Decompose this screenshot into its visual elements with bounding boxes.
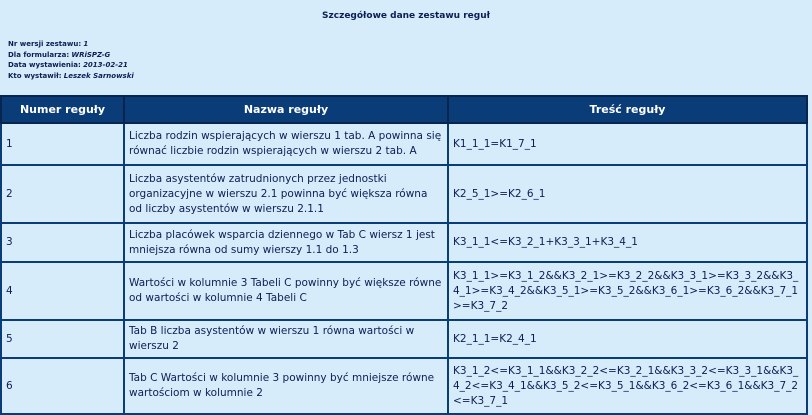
rule-name: Liczba rodzin wspierających w wierszu 1 tab. A powinna się równać liczbie rodzin wspierających w wierszu 2 tab. A: [124, 123, 448, 165]
column-header-name: Nazwa reguły: [124, 96, 448, 123]
rules-table: [0, 95, 808, 415]
meta-author-value: Leszek Sarnowski: [63, 71, 134, 80]
meta-version-label: Nr wersji zestawu:: [8, 40, 82, 48]
rule-number: 6: [1, 358, 124, 414]
rule-content: K1_1_1=K1_7_1: [448, 123, 807, 165]
meta-version: [8, 39, 134, 50]
rule-number: 3: [1, 223, 124, 262]
page-title: Szczegółowe dane zestawu reguł: [322, 11, 490, 21]
table-row: [1, 358, 807, 414]
table-row: [1, 223, 807, 262]
meta-date: [8, 60, 134, 71]
meta-date-value: 2013-02-21: [83, 61, 128, 69]
rules-table-header: [1, 96, 807, 123]
table-row: [1, 320, 807, 358]
table-row: [1, 165, 807, 223]
rule-name: Wartości w kolumnie 3 Tabeli C powinny być większe równe od wartości w kolumnie 4 Tabeli C: [124, 262, 448, 320]
rule-name: Tab B liczba asystentów w wierszu 1 równa wartości w wierszu 2: [124, 320, 448, 358]
rule-number: 1: [1, 123, 124, 165]
rule-number: 5: [1, 320, 124, 358]
rule-content: K3_1_1>=K3_1_2&&K3_2_1>=K3_2_2&&K3_3_1>=K3_3_2&&K3_4_1>=K3_4_2&&K3_5_1>=K3_5_2&&K3_6_1>=K3_6_2&&K3_7_1>=K3_7_2: [448, 262, 807, 320]
meta-author-label: Kto wystawił:: [8, 71, 62, 80]
column-header-number: Numer reguły: [1, 96, 124, 123]
meta-version-value: 1: [83, 40, 89, 48]
rule-content: K3_1_2<=K3_1_1&&K3_2_2<=K3_2_1&&K3_3_2<=K3_3_1&&K3_4_2<=K3_4_1&&K3_5_2<=K3_5_1&&K3_6_2<=K3_6_1&&K3_7_2<=K3_7_1: [448, 358, 807, 414]
meta-form-label: Dla formularza:: [8, 50, 70, 59]
column-header-content: Treść reguły: [448, 96, 807, 123]
ruleset-meta: [8, 39, 134, 81]
rule-name: Liczba placówek wsparcia dziennego w Tab C wiersz 1 jest mniejsza równa od sumy wierszy 1.1 do 1.3: [124, 223, 448, 262]
rule-content: K3_1_1<=K3_2_1+K3_3_1+K3_4_1: [448, 223, 807, 262]
meta-date-label: Data wystawienia:: [8, 61, 81, 69]
table-row: [1, 123, 807, 165]
meta-author: [8, 71, 134, 82]
rule-content: K2_1_1=K2_4_1: [448, 320, 807, 358]
rule-number: 2: [1, 165, 124, 223]
meta-form-value: WRiSPZ-G: [71, 50, 111, 59]
rule-name: Liczba asystentów zatrudnionych przez jednostki organizacyjne w wierszu 2.1 powinna być większa równa od liczby asystentów w wierszu 2.1.1: [124, 165, 448, 223]
rule-content: K2_5_1>=K2_6_1: [448, 165, 807, 223]
table-row: [1, 262, 807, 320]
rule-name: Tab C Wartości w kolumnie 3 powinny być mniejsze równe wartościom w kolumnie 2: [124, 358, 448, 414]
rule-number: 4: [1, 262, 124, 320]
meta-form: [8, 50, 134, 61]
